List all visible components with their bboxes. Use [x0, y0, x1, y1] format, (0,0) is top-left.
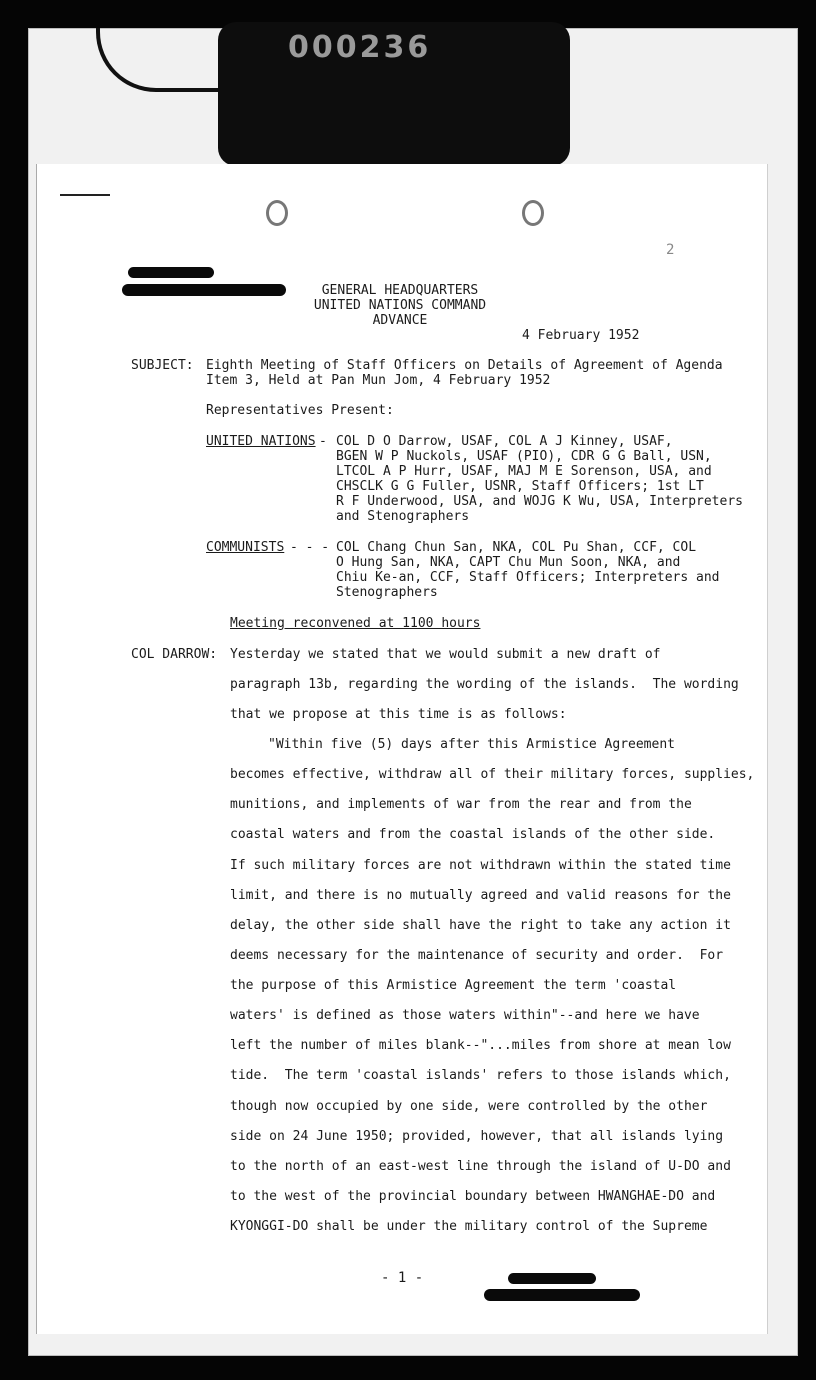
communist-attendee-line: Stenographers	[336, 585, 438, 600]
speech-line: If such military forces are not withdrawn within the stated time	[230, 858, 731, 873]
speech-line: waters' is defined as those waters within"--and here we have	[230, 1008, 700, 1023]
speech-line: limit, and there is no mutually agreed and valid reasons for the	[230, 888, 731, 903]
communist-attendee-line: O Hung San, NKA, CAPT Chu Mun Soon, NKA, and	[336, 555, 681, 570]
communists-separator: - - -	[290, 540, 330, 555]
speech-line: KYONGGI-DO shall be under the military control of the Supreme	[230, 1219, 708, 1234]
un-attendee-line: R F Underwood, USA, and WOJG K Wu, USA, Interpreters	[336, 494, 743, 509]
header-line-2: UNITED NATIONS COMMAND	[313, 298, 487, 313]
page-number: - 1 -	[381, 1270, 424, 1286]
speech-line: Yesterday we stated that we would submit a new draft of	[230, 647, 661, 662]
un-separator: -	[319, 434, 327, 449]
communist-attendee-line: Chiu Ke-an, CCF, Staff Officers; Interpreters and	[336, 570, 720, 585]
document-counter	[218, 22, 570, 166]
speech-line: to the west of the provincial boundary between HWANGHAE-DO and	[230, 1189, 716, 1204]
communists-label: COMMUNISTS	[206, 540, 285, 555]
un-label: UNITED NATIONS	[206, 434, 316, 449]
un-attendee-line: and Stenographers	[336, 509, 470, 524]
speech-line: paragraph 13b, regarding the wording of the islands. The wording	[230, 677, 739, 692]
representatives-label: Representatives Present:	[206, 403, 394, 418]
speech-line: "Within five (5) days after this Armistice Agreement	[268, 737, 675, 752]
speech-line: left the number of miles blank--"...miles from shore at mean low	[230, 1038, 731, 1053]
un-attendee-line: BGEN W P Nuckols, USAF (PIO), CDR G G Ball, USN,	[336, 449, 712, 464]
un-attendee-line: CHSCLK G G Fuller, USNR, Staff Officers; 1st LT	[336, 479, 704, 494]
margin-mark	[60, 188, 110, 196]
speech-line: side on 24 June 1950; provided, however, that all islands lying	[230, 1129, 724, 1144]
page-marker: 2	[666, 242, 675, 258]
subject-line: Item 3, Held at Pan Mun Jom, 4 February 1952	[206, 373, 551, 388]
speech-line: delay, the other side shall have the right to take any action it	[230, 918, 731, 933]
speech-line: the purpose of this Armistice Agreement the term 'coastal	[230, 978, 677, 993]
header-line-3: ADVANCE	[372, 313, 428, 328]
speech-line: tide. The term 'coastal islands' refers to those islands which,	[230, 1068, 731, 1083]
meeting-note: Meeting reconvened at 1100 hours	[230, 616, 481, 631]
un-attendee-line: COL D O Darrow, USAF, COL A J Kinney, USAF,	[336, 434, 673, 449]
speech-line: to the north of an east-west line through the island of U-DO and	[230, 1159, 731, 1174]
subject-label: SUBJECT:	[131, 358, 194, 373]
counter-number: 000236	[288, 30, 432, 65]
speech-line: that we propose at this time is as follows:	[230, 707, 567, 722]
communist-attendee-line: COL Chang Chun San, NKA, COL Pu Shan, CCF, COL	[336, 540, 697, 555]
header-line-1: GENERAL HEADQUARTERS	[321, 283, 479, 298]
speech-line: deems necessary for the maintenance of security and order. For	[230, 948, 724, 963]
speaker-label: COL DARROW:	[131, 647, 218, 662]
redaction-bar	[122, 284, 286, 296]
punch-hole-left	[266, 200, 288, 226]
redaction-bar	[508, 1273, 596, 1284]
un-attendee-line: LTCOL A P Hurr, USAF, MAJ M E Sorenson, USA, and	[336, 464, 712, 479]
speech-line: becomes effective, withdraw all of their military forces, supplies,	[230, 767, 755, 782]
speech-line: though now occupied by one side, were controlled by the other	[230, 1099, 708, 1114]
redaction-bar	[484, 1289, 640, 1301]
speech-line: munitions, and implements of war from the rear and from the	[230, 797, 692, 812]
document-date: 4 February 1952	[522, 328, 640, 343]
punch-hole-right	[522, 200, 544, 226]
speech-line: coastal waters and from the coastal islands of the other side.	[230, 827, 716, 842]
redaction-bar	[128, 267, 214, 278]
subject-line: Eighth Meeting of Staff Officers on Details of Agreement of Agenda	[206, 358, 723, 373]
